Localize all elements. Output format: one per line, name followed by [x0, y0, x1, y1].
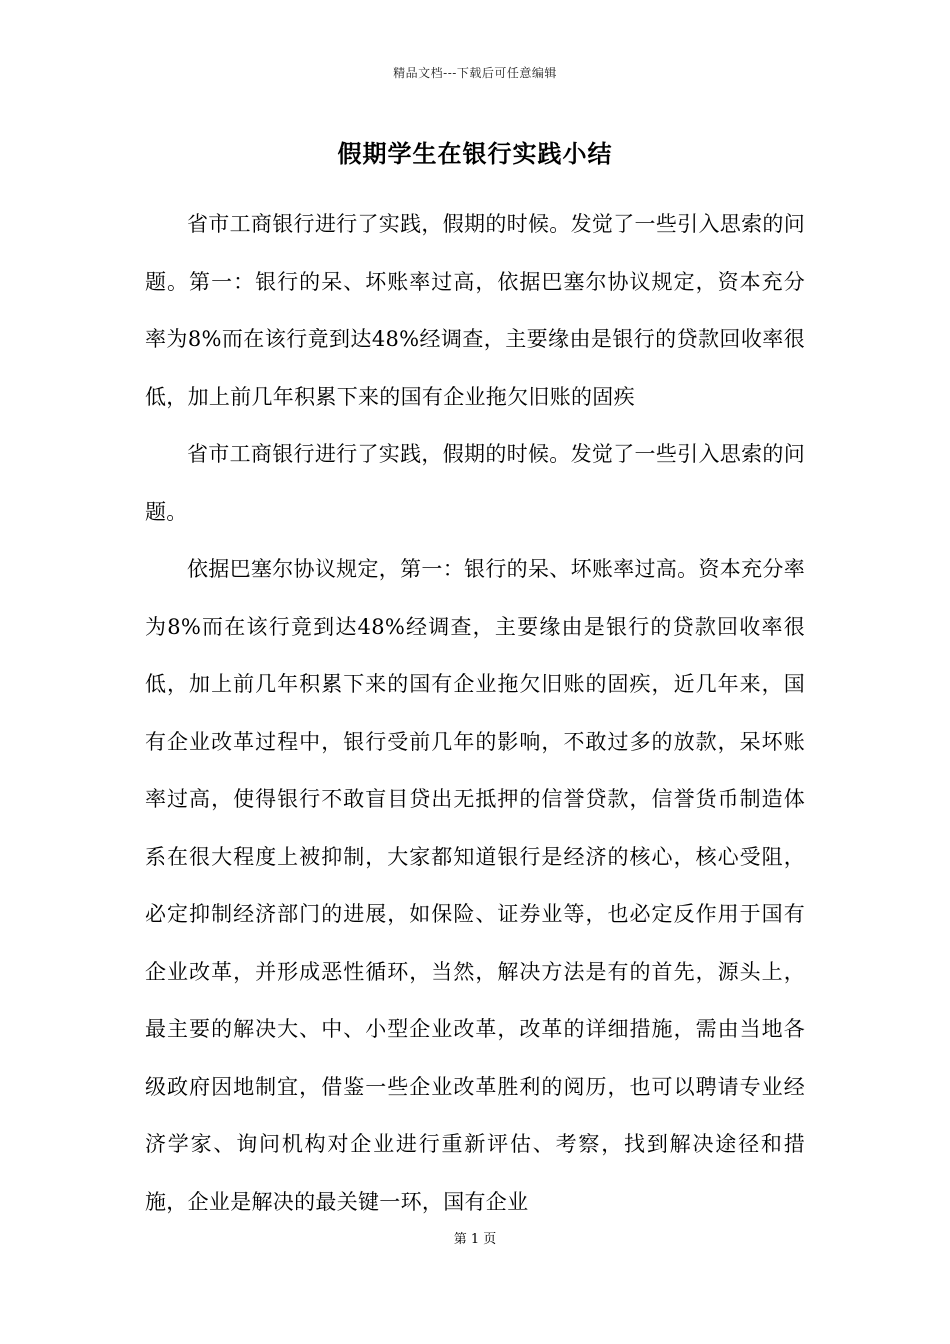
document-body	[145, 196, 805, 1231]
document-title: 假期学生在银行实践小结	[337, 139, 613, 168]
paragraph-3: 依据巴塞尔协议规定，第一：银行的呆、坏账率过高。资本充分率为8%而在该行竟到达48%经调查，主要缘由是银行的贷款回收率很低，加上前几年积累下来的国有企业拖欠旧账的固疾，近几年来，国有企业改革过程中，银行受前几年的影响，不敢过多的放款，呆坏账率过高，使得银行不敢盲目贷出无抵押的信誉贷款，信誉货币制造体系在很大程度上被抑制，大家都知道银行是经济的核心，核心受阻，必定抑制经济部门的进展，如保险、证券业等，也必定反作用于国有企业改革，并形成恶性循环，当然，解决方法是有的首先，源头上，最主要的解决大、中、小型企业改革，改革的详细措施，需由当地各级政府因地制宜，借鉴一些企业改革胜利的阅历，也可以聘请专业经济学家、询问机构对企业进行重新评估、考察，找到解决途径和措施，企业是解决的最关键一环，国有企业	[145, 557, 805, 1214]
page-number: 第 1 页	[453, 1232, 497, 1247]
header-note: 精品文档---下载后可任意编辑	[393, 66, 557, 80]
paragraph-1: 省市工商银行进行了实践，假期的时候。发觉了一些引入思索的问题。第一：银行的呆、坏账率过高，依据巴塞尔协议规定，资本充分率为8%而在该行竟到达48%经调查，主要缘由是银行的贷款回收率很低，加上前几年积累下来的国有企业拖欠旧账的固疾	[145, 212, 805, 409]
paragraph-2: 省市工商银行进行了实践，假期的时候。发觉了一些引入思索的问题。	[145, 442, 805, 524]
